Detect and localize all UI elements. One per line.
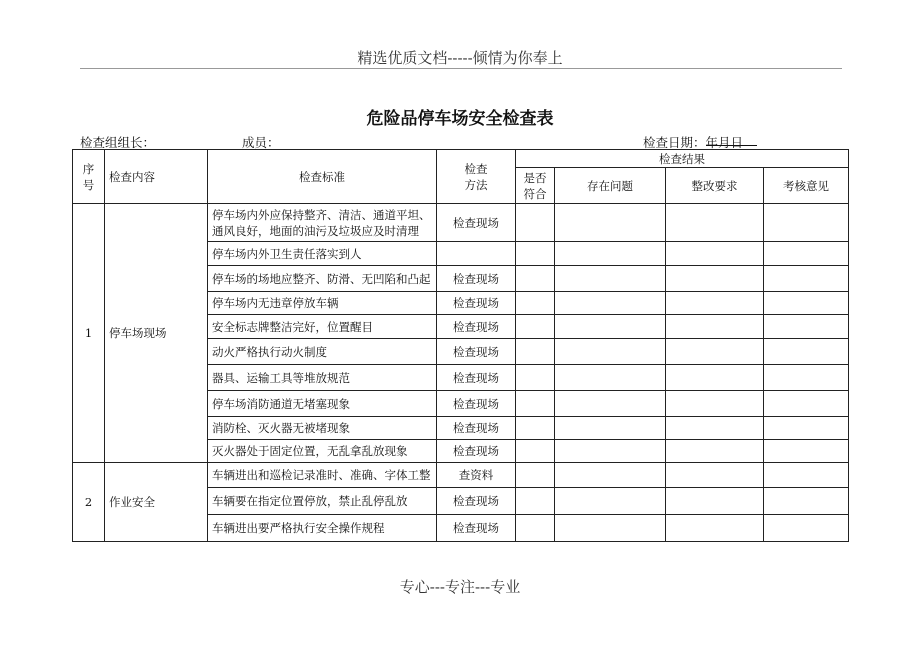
issues-cell[interactable] — [555, 463, 666, 488]
issues-cell[interactable] — [555, 242, 666, 266]
opinion-cell[interactable] — [764, 292, 849, 315]
header-rule — [80, 68, 842, 69]
opinion-cell[interactable] — [764, 391, 849, 417]
conform-cell[interactable] — [516, 242, 555, 266]
conform-cell[interactable] — [516, 488, 555, 515]
conform-cell[interactable] — [516, 292, 555, 315]
method-cell: 检查现场 — [437, 292, 516, 315]
method-cell: 查资料 — [437, 463, 516, 488]
opinion-cell[interactable] — [764, 417, 849, 440]
opinion-cell[interactable] — [764, 365, 849, 391]
standard-header: 检查标准 — [208, 150, 437, 204]
section-seq: 2 — [73, 463, 105, 542]
standard-cell: 停车场消防通道无堵塞现象 — [208, 391, 437, 417]
seq-header-line2: 号 — [82, 177, 95, 192]
opinion-cell[interactable] — [764, 440, 849, 463]
header-row-1 — [73, 150, 849, 168]
conform-cell[interactable] — [516, 417, 555, 440]
standard-cell: 消防栓、灭火器无被堵现象 — [208, 417, 437, 440]
conform-cell[interactable] — [516, 266, 555, 292]
rectify-cell[interactable] — [666, 266, 764, 292]
conform-cell[interactable] — [516, 365, 555, 391]
opinion-cell[interactable] — [764, 463, 849, 488]
issues-cell[interactable] — [555, 391, 666, 417]
method-cell: 检查现场 — [437, 365, 516, 391]
issues-cell[interactable] — [555, 488, 666, 515]
inspection-table — [72, 149, 849, 542]
standard-cell: 器具、运输工具等堆放规范 — [208, 365, 437, 391]
rectify-cell[interactable] — [666, 204, 764, 242]
standard-cell: 安全标志牌整洁完好，位置醒目 — [208, 315, 437, 339]
opinion-cell[interactable] — [764, 204, 849, 242]
method-cell: 检查现场 — [437, 440, 516, 463]
method-cell: 检查现场 — [437, 515, 516, 542]
issues-cell[interactable] — [555, 292, 666, 315]
members-label: 成员： — [242, 135, 280, 150]
content-header: 检查内容 — [105, 150, 208, 204]
standard-cell: 停车场内外应保持整齐、清洁、通道平坦、通风良好，地面的油污及垃圾应及时清理 — [208, 204, 437, 242]
day-label: 日 — [730, 135, 744, 150]
table-row — [73, 463, 849, 488]
day-blank[interactable] — [731, 133, 757, 146]
conform-header-line1: 是否 — [523, 170, 547, 185]
method-cell: 检查现场 — [437, 266, 516, 292]
opinion-cell[interactable] — [764, 515, 849, 542]
issues-cell[interactable] — [555, 417, 666, 440]
seq-header — [73, 150, 105, 204]
opinion-cell[interactable] — [764, 315, 849, 339]
method-header-line1: 检查 — [464, 161, 488, 176]
issues-cell[interactable] — [555, 266, 666, 292]
conform-cell[interactable] — [516, 315, 555, 339]
rectify-cell[interactable] — [666, 292, 764, 315]
standard-cell: 停车场内外卫生责任落实到人 — [208, 242, 437, 266]
page-header-text: 精选优质文档-----倾情为你奉上 — [357, 49, 563, 67]
section-seq: 1 — [73, 204, 105, 463]
conform-cell[interactable] — [516, 515, 555, 542]
standard-cell: 灭火器处于固定位置，无乱拿乱放现象 — [208, 440, 437, 463]
rectify-cell[interactable] — [666, 417, 764, 440]
opinion-cell[interactable] — [764, 242, 849, 266]
meta-row — [80, 133, 850, 149]
opinion-cell[interactable] — [764, 266, 849, 292]
rectify-cell[interactable] — [666, 339, 764, 365]
section-content: 作业安全 — [105, 463, 208, 542]
issues-cell[interactable] — [555, 365, 666, 391]
issues-header: 存在问题 — [555, 168, 666, 204]
method-header-line2: 方法 — [464, 177, 488, 192]
document-title: 危险品停车场安全检查表 — [366, 109, 554, 129]
standard-cell: 停车场的场地应整齐、防滑、无凹陷和凸起 — [208, 266, 437, 292]
method-cell: 检查现场 — [437, 315, 516, 339]
method-cell: 检查现场 — [437, 488, 516, 515]
seq-header-line1: 序 — [82, 161, 95, 176]
conform-cell[interactable] — [516, 204, 555, 242]
issues-cell[interactable] — [555, 315, 666, 339]
page-footer-text: 专心---专注---专业 — [399, 578, 521, 596]
rectify-cell[interactable] — [666, 488, 764, 515]
group-leader-label: 检查组组长： — [80, 135, 156, 150]
rectify-cell[interactable] — [666, 440, 764, 463]
conform-cell[interactable] — [516, 440, 555, 463]
conform-header — [516, 168, 555, 204]
rectify-header: 整改要求 — [666, 168, 764, 204]
conform-cell[interactable] — [516, 391, 555, 417]
method-cell: 检查现场 — [437, 204, 516, 242]
opinion-header: 考核意见 — [764, 168, 849, 204]
rectify-cell[interactable] — [666, 315, 764, 339]
rectify-cell[interactable] — [666, 515, 764, 542]
issues-cell[interactable] — [555, 515, 666, 542]
method-cell — [437, 242, 516, 266]
result-header: 检查结果 — [516, 150, 849, 168]
method-cell: 检查现场 — [437, 339, 516, 365]
issues-cell[interactable] — [555, 440, 666, 463]
standard-cell: 动火严格执行动火制度 — [208, 339, 437, 365]
rectify-cell[interactable] — [666, 391, 764, 417]
table-row — [73, 204, 849, 242]
section-content: 停车场现场 — [105, 204, 208, 463]
standard-cell: 车辆进出要严格执行安全操作规程 — [208, 515, 437, 542]
opinion-cell[interactable] — [764, 488, 849, 515]
date-label: 检查日期： — [643, 135, 706, 150]
conform-cell[interactable] — [516, 339, 555, 365]
standard-cell: 车辆要在指定位置停放，禁止乱停乱放 — [208, 488, 437, 515]
method-cell: 检查现场 — [437, 417, 516, 440]
opinion-cell[interactable] — [764, 339, 849, 365]
method-cell: 检查现场 — [437, 391, 516, 417]
conform-header-line2: 符合 — [523, 186, 547, 201]
month-label: 月 — [718, 135, 731, 150]
conform-cell[interactable] — [516, 463, 555, 488]
method-header — [437, 150, 516, 204]
issues-cell[interactable] — [555, 204, 666, 242]
year-label: 年 — [705, 135, 719, 150]
issues-cell[interactable] — [555, 339, 666, 365]
rectify-cell[interactable] — [666, 242, 764, 266]
rectify-cell[interactable] — [666, 463, 764, 488]
rectify-cell[interactable] — [666, 365, 764, 391]
standard-cell: 车辆进出和巡检记录准时、准确、字体工整 — [208, 463, 437, 488]
standard-cell: 停车场内无违章停放车辆 — [208, 292, 437, 315]
